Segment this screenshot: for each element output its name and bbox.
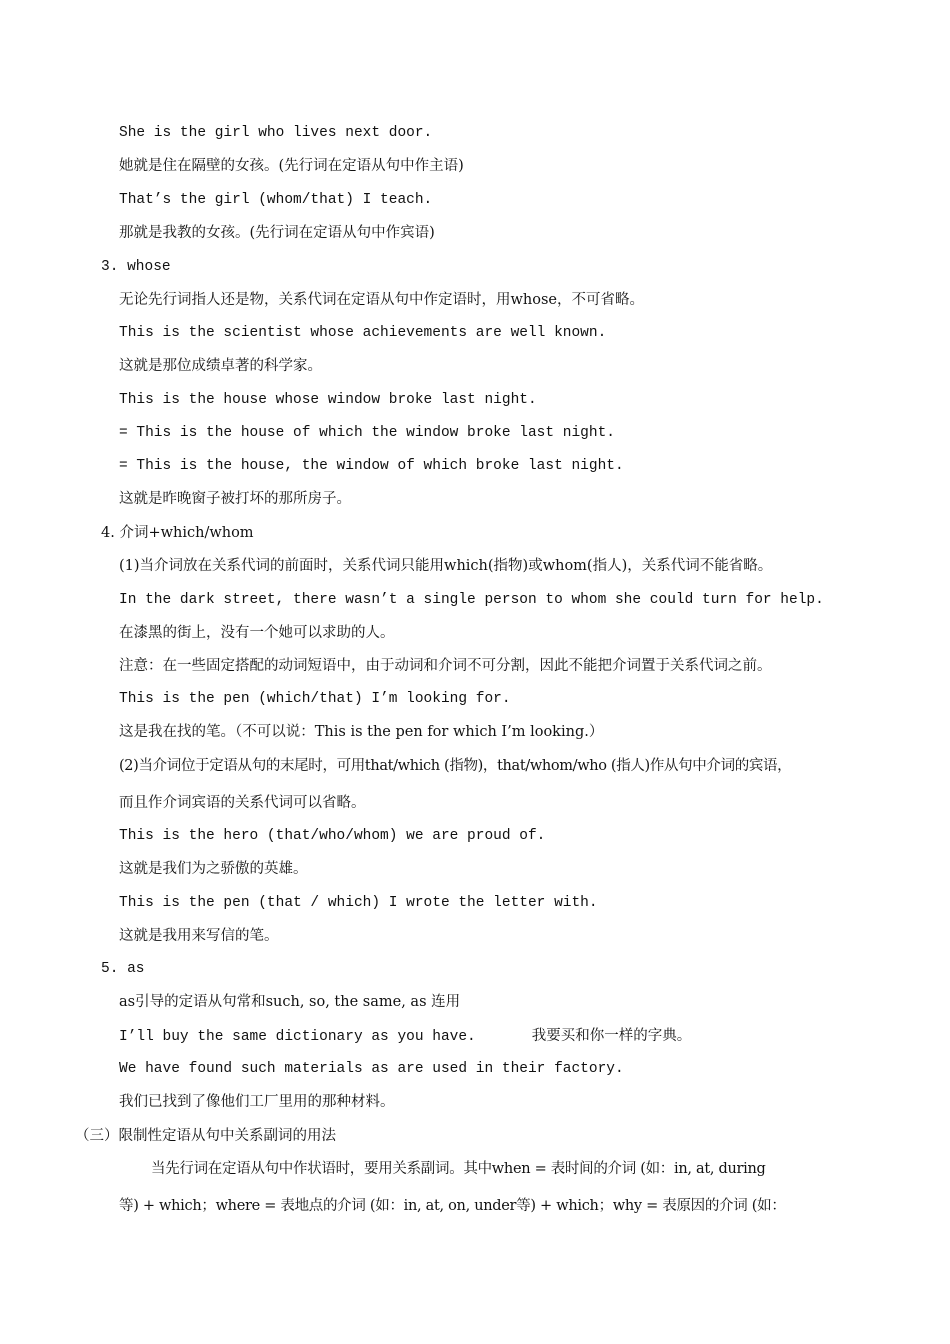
rule-text: (2)当介词位于定语从句的末尾时，可用that/which (指物)，that/whom/who (指人)作从句中介词的宾语， <box>119 758 792 774</box>
translation-line: 这就是昨晚窗子被打坏的那所房子。 <box>119 491 351 507</box>
rule-text: 而且作介词宾语的关系代词可以省略。 <box>119 795 366 811</box>
example-sentence: = This is the house, the window of which broke last night. <box>119 458 624 474</box>
example-sentence: She is the girl who lives next door. <box>119 125 433 141</box>
section-heading-preposition: 4. 介词+which/whom <box>101 525 254 541</box>
rule-text: 无论先行词指人还是物，关系代词在定语从句中作定语时，用whose，不可省略。 <box>119 292 644 308</box>
translation-line: 我们已找到了像他们工厂里用的那种材料。 <box>119 1094 395 1110</box>
rule-text: (1)当介词放在关系代词的前面时，关系代词只能用which(指物)或whom(指人)，关系代词不能省略。 <box>119 558 773 574</box>
section-heading-as: 5. as <box>101 961 145 977</box>
section-heading-relative-adverbs: （三）限制性定语从句中关系副词的用法 <box>75 1128 336 1144</box>
section-heading-whose: 3. whose <box>101 259 171 275</box>
translation-line: 在漆黑的街上，没有一个她可以求助的人。 <box>119 625 395 641</box>
example-sentence: = This is the house of which the window broke last night. <box>119 425 615 441</box>
rule-text: as引导的定语从句常和such, so, the same, as 连用 <box>119 994 461 1010</box>
example-sentence: This is the pen (that / which) I wrote the letter with. <box>119 895 598 911</box>
translation-line: 那就是我教的女孩。(先行词在定语从句中作宾语) <box>119 225 435 241</box>
example-sentence: In the dark street, there wasn’t a single person to whom she could turn for help. <box>119 592 824 608</box>
translation-line: 我要买和你一样的字典。 <box>531 1028 692 1044</box>
paragraph-text: 当先行词在定语从句中作状语时，要用关系副词。其中when = 表时间的介词 (如：in, at, during <box>151 1161 766 1177</box>
translation-line: 这就是我们为之骄傲的英雄。 <box>119 861 308 877</box>
note-text: 注意：在一些固定搭配的动词短语中，由于动词和介词不可分割，因此不能把介词置于关系代词之前。 <box>119 658 772 674</box>
example-sentence: This is the house whose window broke last night. <box>119 392 537 408</box>
paragraph-text: 等) + which；where = 表地点的介词 (如：in, at, on, under等) + which；why = 表原因的介词 (如： <box>119 1198 786 1214</box>
example-sentence: That’s the girl (whom/that) I teach. <box>119 192 433 208</box>
translation-line: 这是我在找的笔。（不可以说：This is the pen for which I’m looking.） <box>119 724 604 740</box>
translation-line: 她就是住在隔壁的女孩。(先行词在定语从句中作主语) <box>119 158 464 174</box>
translation-line: 这就是我用来写信的笔。 <box>119 928 279 944</box>
example-sentence: We have found such materials as are used in their factory. <box>119 1061 624 1077</box>
example-with-translation <box>119 1026 691 1047</box>
example-sentence: This is the scientist whose achievements are well known. <box>119 325 607 341</box>
translation-line: 这就是那位成绩卓著的科学家。 <box>119 358 322 374</box>
example-sentence: I’ll buy the same dictionary as you have. <box>119 1029 476 1045</box>
example-sentence: This is the pen (which/that) I’m looking for. <box>119 691 511 707</box>
example-sentence: This is the hero (that/who/whom) we are proud of. <box>119 828 546 844</box>
